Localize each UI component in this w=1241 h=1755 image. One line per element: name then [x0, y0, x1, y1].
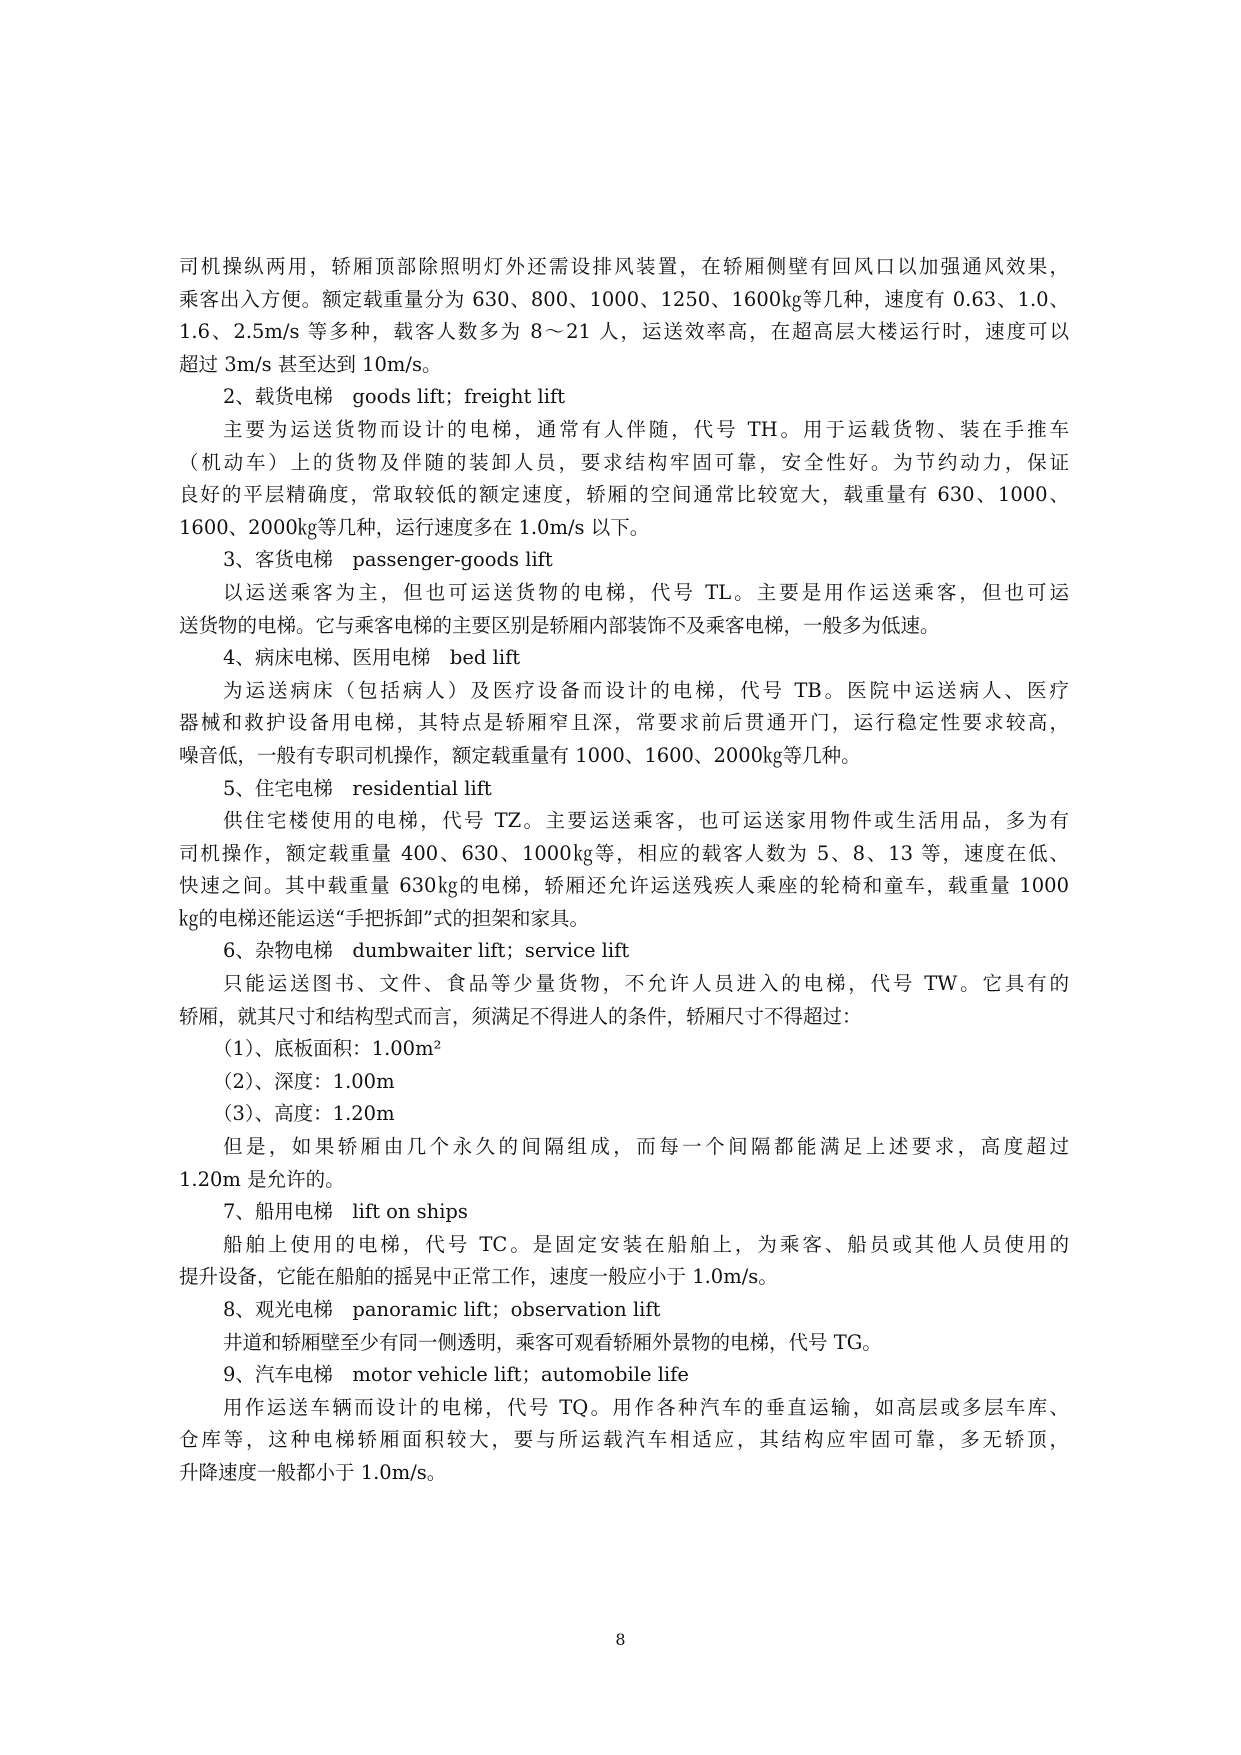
text-line: 4、病床电梯、医用电梯 bed lift: [223, 646, 521, 670]
page-number: 8: [615, 1630, 626, 1649]
text-line: 为运送病床（包括病人）及医疗设备而设计的电梯，代号 TB。医院中运送病人、医疗: [223, 678, 1069, 702]
text-line: 9、汽车电梯 motor vehicle lift；automobile life: [223, 1363, 689, 1387]
text-line: 以运送乘客为主，但也可运送货物的电梯，代号 TL。主要是用作运送乘客，但也可运: [223, 580, 1069, 604]
text-line: 供住宅楼使用的电梯，代号 TZ。主要运送乘客，也可运送家用物件或生活用品，多为有: [223, 809, 1069, 833]
text-line: 乘客出入方便。额定载重量分为 630、800、1000、1250、1600㎏等几种，速度有 0.63、1.0、: [179, 287, 1069, 311]
text-line: 噪音低，一般有专职司机操作，额定载重量有 1000、1600、2000㎏等几种。: [179, 743, 861, 767]
text-line: 8、观光电梯 panoramic lift；observation lift: [223, 1298, 661, 1321]
text-line: 司机操作，额定载重量 400、630、1000㎏等，相应的载客人数为 5、8、13 等，速度在低、: [179, 841, 1069, 865]
text-line: 只能运送图书、文件、食品等少量货物，不允许人员进入的电梯，代号 TW。它具有的: [223, 972, 1069, 996]
text-line: （1）、底板面积：1.00m²: [213, 1037, 442, 1061]
text-line: 但是，如果轿厢由几个永久的间隔组成，而每一个间隔都能满足上述要求，高度超过: [223, 1135, 1069, 1159]
text-line: 2、载货电梯 goods lift；freight lift: [223, 385, 566, 409]
text-line: 7、船用电梯 lift on ships: [223, 1200, 468, 1224]
text-line: 主要为运送货物而设计的电梯，通常有人伴随，代号 TH。用于运载货物、装在手推车: [223, 417, 1069, 441]
text-line: 船舶上使用的电梯，代号 TC。是固定安装在船舶上，为乘客、船员或其他人员使用的: [223, 1232, 1069, 1256]
text-line: 1.6、2.5m/s 等多种，载客人数多为 8～21 人，运送效率高，在超高层大楼运行时，速度可以: [179, 320, 1069, 344]
text-line: 仓库等，这种电梯轿厢面积较大，要与所运载汽车相适应，其结构应牢固可靠，多无轿顶，: [179, 1428, 1069, 1452]
text-line: 1.20m 是允许的。: [179, 1167, 345, 1191]
text-line: 井道和轿厢壁至少有同一侧透明，乘客可观看轿厢外景物的电梯，代号 TG。: [223, 1330, 882, 1354]
document-body: [179, 251, 1069, 1490]
text-line: （3）、高度：1.20m: [213, 1102, 395, 1126]
text-line: 良好的平层精确度，常取较低的额定速度，轿厢的空间通常比较宽大，载重量有 630、1000、: [179, 483, 1069, 507]
text-line: （机动车）上的货物及伴随的装卸人员，要求结构牢固可靠，安全性好。为节约动力，保证: [179, 450, 1069, 474]
text-line: ㎏的电梯还能运送“手把拆卸”式的担架和家具。: [179, 906, 589, 930]
text-line: 提升设备，它能在船舶的摇晃中正常工作，速度一般应小于 1.0m/s。: [179, 1265, 778, 1289]
text-line: 5、住宅电梯 residential lift: [223, 776, 492, 800]
text-line: 升降速度一般都小于 1.0m/s。: [179, 1460, 447, 1484]
text-line: 轿厢，就其尺寸和结构型式而言，须满足不得进人的条件，轿厢尺寸不得超过：: [179, 1004, 862, 1028]
text-line: 快速之间。其中载重量 630㎏的电梯，轿厢还允许运送残疾人乘座的轮椅和童车，载重量 1000: [179, 874, 1069, 898]
text-line: （2）、深度：1.00m: [213, 1069, 395, 1093]
text-line: 送货物的电梯。它与乘客电梯的主要区别是轿厢内部装饰不及乘客电梯，一般多为低速。: [179, 613, 940, 637]
text-line: 器械和救护设备用电梯，其特点是轿厢窄且深，常要求前后贯通开门，运行稳定性要求较高，: [179, 711, 1069, 735]
text-line: 1600、2000㎏等几种，运行速度多在 1.0m/s 以下。: [179, 515, 650, 539]
text-line: 司机操纵两用，轿厢顶部除照明灯外还需设排风装置，在轿厢侧壁有回风口以加强通风效果，: [179, 255, 1069, 278]
text-line: 6、杂物电梯 dumbwaiter lift；service lift: [223, 939, 630, 963]
text-line: 超过 3m/s 甚至达到 10m/s。: [179, 352, 442, 376]
text-line: 3、客货电梯 passenger-goods lift: [223, 548, 553, 572]
text-line: 用作运送车辆而设计的电梯，代号 TQ。用作各种汽车的垂直运输，如高层或多层车库、: [223, 1395, 1069, 1419]
